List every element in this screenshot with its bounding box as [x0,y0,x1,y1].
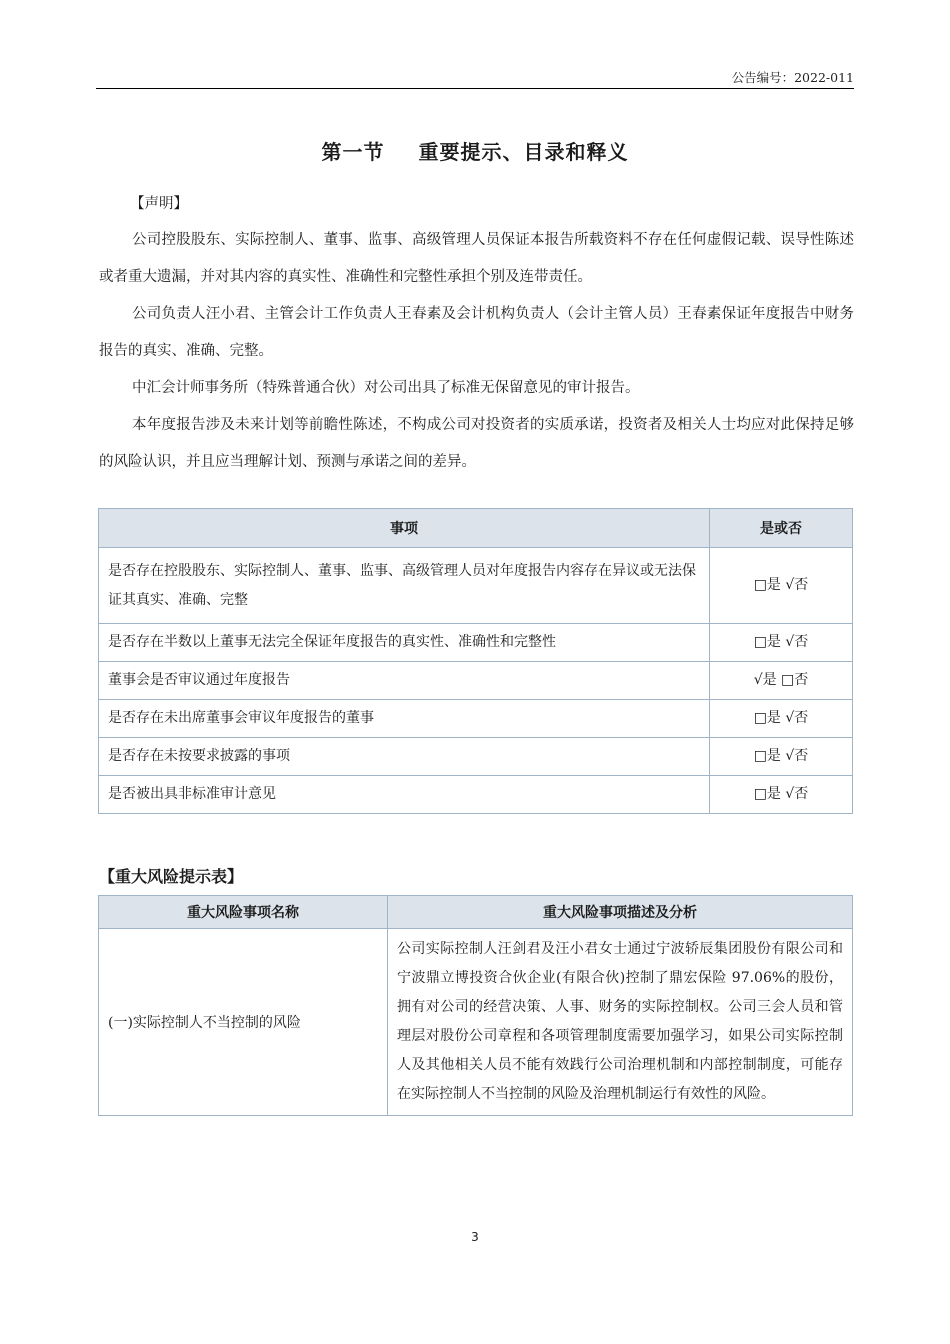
matter-item: 是否存在未出席董事会审议年度报告的董事 [99,700,710,738]
matters-table-header [99,509,853,548]
column-header-answer: 是或否 [710,509,853,548]
table-row [99,548,853,624]
section-title-part2: 重要提示、目录和释义 [418,140,629,164]
column-header-item: 事项 [99,509,710,548]
paragraph-2: 公司负责人汪小君、主管会计工作负责人王春素及会计机构负责人（会计主管人员）王春素保证年度报告中财务报告的真实、准确、完整。 [99,306,854,359]
paragraph-4: 本年度报告涉及未来计划等前瞻性陈述，不构成公司对投资者的实质承诺，投资者及相关人士均应对此保持足够的风险认识，并且应当理解计划、预测与承诺之间的差异。 [99,417,854,470]
table-row [99,662,853,700]
table-row [99,700,853,738]
column-header-risk-name: 重大风险事项名称 [99,896,388,929]
table-row [99,738,853,776]
table-row [99,929,853,1116]
matter-answer: □是 √否 [710,776,853,814]
table-row [99,624,853,662]
risk-description: 公司实际控制人汪剑君及汪小君女士通过宁波轿辰集团股份有限公司和宁波鼎立博投资合伙企业(有限合伙)控制了鼎宏保险 97.06%的股份，拥有对公司的经营决策、人事、财务的实际控制权。公司三会人员和管理层对股份公司章程和各项管理制度需要加强学习，如果公司实际控制人及其他相关人员不能有效践行公司治理机制和内部控制制度，可能存在实际控制人不当控制的风险及治理机制运行有效性的风险。 [388,929,853,1116]
document-number: 公告编号：2022-011 [731,70,854,85]
risk-name: (一)实际控制人不当控制的风险 [99,929,388,1116]
risk-table-heading: 【重大风险提示表】 [99,867,244,886]
matter-item: 是否存在控股股东、实际控制人、董事、监事、高级管理人员对年度报告内容存在异议或无法保证其真实、准确、完整 [99,548,710,624]
matter-item: 董事会是否审议通过年度报告 [99,662,710,700]
risk-table-header [99,896,853,929]
matter-answer: □是 √否 [710,700,853,738]
section-title [0,136,950,165]
matter-item: 是否存在半数以上董事无法完全保证年度报告的真实性、准确性和完整性 [99,624,710,662]
matter-item: 是否被出具非标准审计意见 [99,776,710,814]
column-header-risk-description: 重大风险事项描述及分析 [388,896,853,929]
paragraph-3: 中汇会计师事务所（特殊普通合伙）对公司出具了标准无保留意见的审计报告。 [132,380,640,396]
page-header [96,66,854,89]
matter-answer: □是 √否 [710,548,853,624]
table-row [99,776,853,814]
matter-answer: √是 □否 [710,662,853,700]
statement-heading: 【声明】 [130,196,188,212]
paragraph-1: 公司控股股东、实际控制人、董事、监事、高级管理人员保证本报告所载资料不存在任何虚假记载、误导性陈述或者重大遗漏，并对其内容的真实性、准确性和完整性承担个别及连带责任。 [99,232,854,285]
matter-answer: □是 √否 [710,738,853,776]
matter-answer: □是 √否 [710,624,853,662]
page-number: 3 [471,1230,479,1244]
section-title-part1: 第一节 [321,140,385,164]
risk-table [98,895,853,1116]
matter-item: 是否存在未按要求披露的事项 [99,738,710,776]
matters-table [98,508,853,814]
